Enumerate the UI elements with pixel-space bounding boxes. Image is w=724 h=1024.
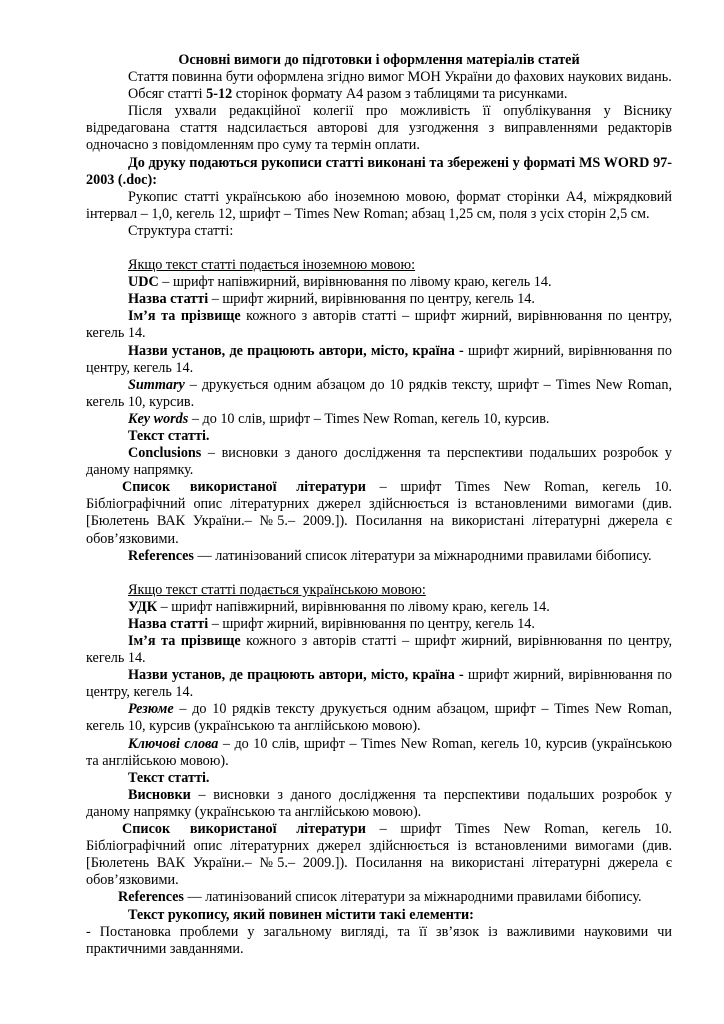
ukrainian-name-rule [86,633,672,667]
references-text: — латинізований список літератури за міжнародними правилами бібопису. [193,547,652,564]
ukrainian-conclusions-rule [86,787,672,821]
inst-text: шрифт жирний, вирівнювання по центру, кегель 14. [86,342,672,376]
foreign-name-rule [86,308,672,342]
title-label: Назва статті [128,615,209,632]
conclusions-label: Висновки [128,786,191,803]
title-text: – шрифт жирний, вирівнювання по центру, кегель 14. [208,291,535,308]
name-text: кожного з авторів статті – шрифт жирний, вирівнювання по центру, кегель 14. [86,308,673,342]
ukrainian-heading-text: Якщо текст статті подається українською мовою: [128,581,426,598]
spacer [86,240,672,257]
page-count: 5-12 [206,86,233,103]
ukrainian-section-heading [86,582,672,599]
format-requirement: До друку подаються рукописи статті виконані та збережені у форматі MS WORD 97-2003 (.doc): [86,154,672,188]
foreign-summary-rule [86,377,672,411]
foreign-conclusions-rule [86,445,672,479]
name-label: Ім’я та прізвище [128,633,241,649]
spacer [86,565,672,582]
inst-label: Назви установ, де працюють автори, місто, країна - [128,667,464,684]
manuscript-heading: Текст рукопису, який повинен містити такі елементи: [128,906,474,923]
intro-paragraph-1: Стаття повинна бути оформлена згідно вимог МОН України до фахових наукових видань. [128,69,672,86]
intro-paragraph-5: Рукопис статті українською або іноземною мовою, формат сторінки А4, міжрядковий інтервал – 1,0, кегель 12, шрифт – Times New Roman; абзац 1,25 см, поля з усіх сторін 2,5 см. [86,188,672,222]
references-label: References [128,547,194,564]
keywords-text: – до 10 слів, шрифт – Times New Roman, кегель 10, курсив (українською та англійською мовою). [86,735,672,769]
foreign-inst-rule [86,343,672,377]
literature-label: Список використаної літератури [122,821,366,838]
title-text: – шрифт жирний, вирівнювання по центру, кегель 14. [208,615,535,632]
udk-text: – шрифт напівжирний, вирівнювання по лівому краю, кегель 14. [157,598,550,615]
name-label: Ім’я та прізвище [128,308,241,325]
ukrainian-inst-rule [86,667,672,701]
resume-text: – до 10 рядків тексту друкується одним абзацом, шрифт – Times New Roman, кегель 10, курсив (українською та англійською мовою). [86,701,672,735]
literature-text: – шрифт Times New Roman, кегель 10. Бібліографічний опис літературних джерел здійснюється із встановленими вимогами (див. [Бюлетень ВАК України.– №5.– 2009.]). Посилання на використані літературні джерела є обов’язковими. [86,821,672,889]
udc-text: – шрифт напівжирний, вирівнювання по лівому краю, кегель 14. [158,274,552,291]
foreign-title-rule [86,291,672,308]
foreign-udc [86,274,672,291]
inst-label: Назви установ, де працюють автори, місто, країна - [128,342,464,359]
manuscript-item-1: - Постановка проблеми у загальному вигляді, та її зв’язок із важливими науковими чи практичними завданнями. [86,923,672,957]
references-text: — латинізований список літератури за міжнародними правилами бібопису. [183,889,642,906]
udc-label: UDC [128,274,159,291]
document-title: Основні вимоги до підготовки і оформлення матеріалів статей [178,52,580,68]
resume-label: Резюме [128,701,174,718]
intro-p2-suffix: сторінок формату А4 разом з таблицями та рисунками. [232,86,568,103]
ukrainian-title-rule [86,616,672,633]
ukrainian-resume-rule [86,701,672,735]
intro-p2-prefix: Обсяг статті [128,86,207,103]
conclusions-text: – висновки з даного дослідження та перспективи подальших розробок у даному напрямку. [86,445,672,479]
inst-text: шрифт жирний, вирівнювання по центру, кегель 14. [86,667,672,701]
ukrainian-literature-rule [86,821,672,889]
keywords-label: Ключові слова [128,735,219,752]
udk-label: УДК [128,598,158,615]
foreign-heading-text: Якщо текст статті подається іноземною мовою: [128,257,416,274]
ukrainian-body-label: Текст статті. [128,769,210,786]
summary-text: – друкується одним абзацом до 10 рядків тексту, шрифт – Times New Roman, кегель 10, курсив. [86,376,672,410]
conclusions-text: – висновки з даного дослідження та перспективи подальших розробок у даному напрямку (українською та англійською мовою). [86,786,672,820]
intro-paragraph-3: Після ухвали редакційної колегії про можливість її опублікування у Віснику відредагована стаття надсилається авторові для узгодження з виправленнями редакторів одночасно з повідомленням про суму та термін оплати. [86,103,672,154]
structure-label: Структура статті: [128,222,234,239]
document-page [86,52,672,958]
foreign-literature-rule [86,479,672,547]
intro-paragraph-2 [86,86,672,103]
foreign-section-heading [86,257,672,274]
references-label: References [118,889,184,906]
foreign-references-rule [86,548,672,565]
keywords-label: Key words [128,410,189,427]
ukrainian-udk [86,599,672,616]
ukrainian-keywords-rule [86,736,672,770]
keywords-text: – до 10 слів, шрифт – Times New Roman, кегель 10, курсив. [188,410,550,427]
ukrainian-references-rule [86,889,672,906]
foreign-keywords-rule [86,411,672,428]
name-text: кожного з авторів статті – шрифт жирний, вирівнювання по центру, кегель 14. [86,633,673,667]
conclusions-label: Conclusions [128,445,202,462]
title-label: Назва статті [128,291,209,308]
literature-text: – шрифт Times New Roman, кегель 10. Бібліографічний опис літературних джерел здійснюється із встановленими вимогами (див. [Бюлетень ВАК України.– №5.– 2009.]). Посилання на використані літературні джерела є обов’язковими. [86,479,672,547]
foreign-body-label: Текст статті. [128,427,210,444]
literature-label: Список використаної літератури [122,479,366,496]
summary-label: Summary [128,376,185,393]
